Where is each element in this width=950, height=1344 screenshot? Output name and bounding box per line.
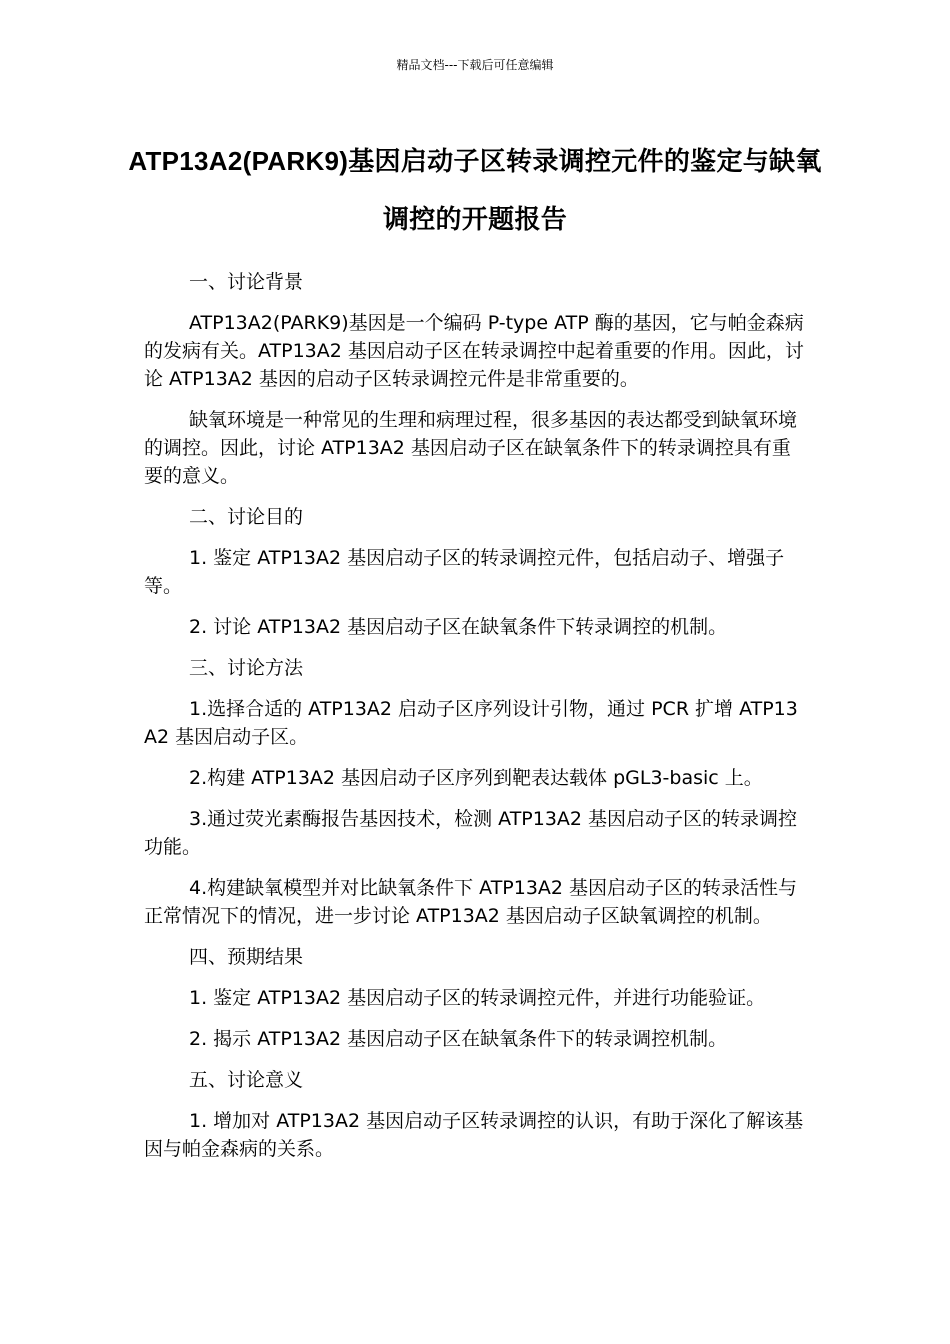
- body-paragraph: 1. 鉴定 ATP13A2 基因启动子区的转录调控元件，包括启动子、增强子等。: [144, 547, 785, 597]
- body-paragraph: 4.构建缺氧模型并对比缺氧条件下 ATP13A2 基因启动子区的转录活性与正常情况下的情况，进一步讨论 ATP13A2 基因启动子区缺氧调控的机制。: [144, 877, 798, 927]
- body-paragraph: 1. 增加对 ATP13A2 基因启动子区转录调控的认识，有助于深化了解该基因与帕金森病的关系。: [144, 1110, 804, 1160]
- body-paragraph: 缺氧环境是一种常见的生理和病理过程，很多基因的表达都受到缺氧环境的调控。因此，讨论 ATP13A2 基因启动子区在缺氧条件下的转录调控具有重要的意义。: [144, 409, 798, 487]
- page-header-note: 精品文档---下载后可任意编辑: [396, 58, 554, 72]
- body-paragraph: 3.通过荧光素酶报告基因技术，检测 ATP13A2 基因启动子区的转录调控功能。: [144, 808, 798, 858]
- section-heading: 一、讨论背景: [189, 271, 304, 293]
- section-heading: 二、讨论目的: [189, 506, 304, 528]
- body-paragraph: 1.选择合适的 ATP13A2 启动子区序列设计引物，通过 PCR 扩增 ATP13A2 基因启动子区。: [144, 698, 798, 748]
- document-title: ATP13A2(PARK9)基因启动子区转录调控元件的鉴定与缺氧调控的开题报告: [128, 146, 822, 234]
- body-paragraph: 2. 讨论 ATP13A2 基因启动子区在缺氧条件下转录调控的机制。: [189, 616, 728, 638]
- section-heading: 四、预期结果: [189, 946, 304, 968]
- body-paragraph: 2.构建 ATP13A2 基因启动子区序列到靶表达载体 pGL3-basic 上。: [189, 767, 763, 789]
- section-heading: 五、讨论意义: [189, 1069, 304, 1091]
- document-body: [144, 268, 806, 1176]
- body-paragraph: 2. 揭示 ATP13A2 基因启动子区在缺氧条件下的转录调控机制。: [189, 1028, 728, 1050]
- section-heading: 三、讨论方法: [189, 657, 304, 679]
- body-paragraph: 1. 鉴定 ATP13A2 基因启动子区的转录调控元件，并进行功能验证。: [189, 987, 766, 1009]
- body-paragraph: ATP13A2(PARK9)基因是一个编码 P-type ATP 酶的基因，它与帕金森病的发病有关。ATP13A2 基因启动子区在转录调控中起着重要的作用。因此，讨论 ATP13A2 基因的启动子区转录调控元件是非常重要的。: [144, 312, 804, 390]
